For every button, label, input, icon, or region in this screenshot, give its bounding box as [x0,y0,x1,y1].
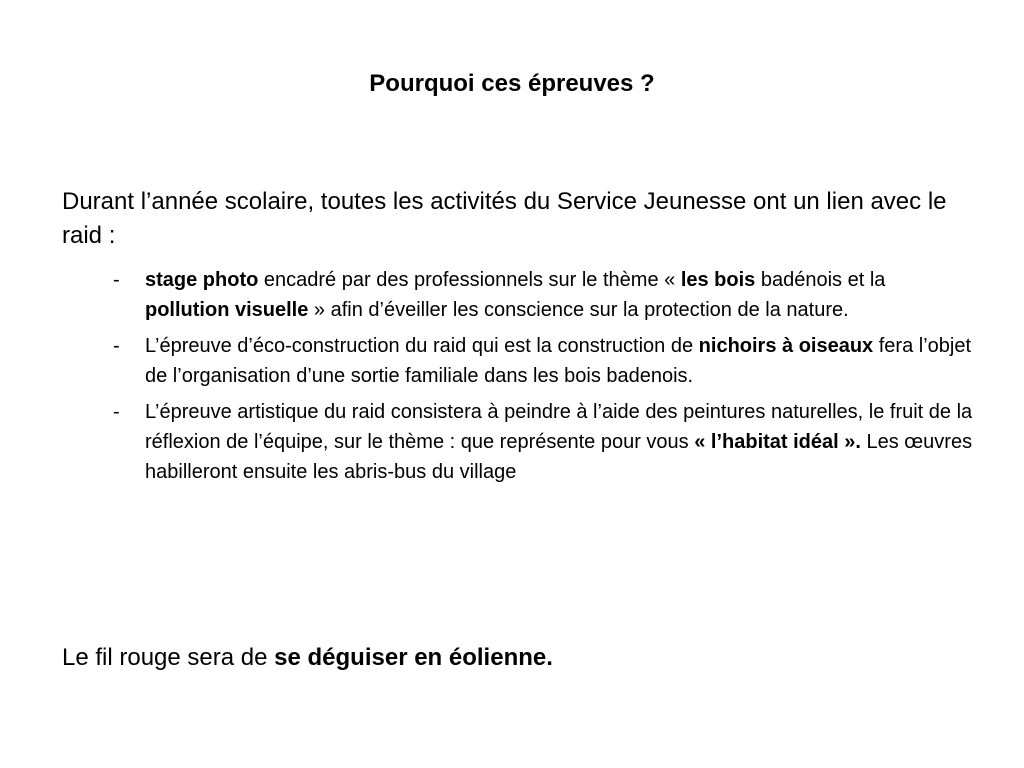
text-segment: L’épreuve d’éco-construction du raid qui est la construction de [145,335,699,357]
closing-emphasis: se déguiser en éolienne. [274,644,553,671]
bold-text: stage photo [145,269,259,291]
bullet-item [0,331,975,391]
bullet-dash: - [113,335,120,357]
bold-text: pollution visuelle [145,299,309,321]
bold-text: « l’habitat idéal ». [694,431,861,453]
text-segment: fera l’objet de l’organisation d’une sortie familiale dans les bois badenois. [145,335,972,387]
bullet-list [0,265,1024,493]
slide-title: Pourquoi ces épreuves ? [369,70,655,97]
bold-text: nichoirs à oiseaux [698,335,874,357]
bullet-dash: - [113,401,120,423]
bullet-text [145,401,972,483]
bold-text: les bois [680,269,756,291]
text-segment: » afin d’éveiller les conscience sur la protection de la nature. [308,299,849,321]
bullet-item [0,397,975,487]
bullet-text [145,269,885,321]
closing-prefix: Le fil rouge sera de [62,644,275,671]
text-segment: badénois et la [755,269,886,291]
bullet-dash: - [113,269,120,291]
text-segment: encadré par des professionnels sur le thème « [258,269,681,291]
bullet-text [145,335,971,387]
closing-paragraph [62,640,962,676]
intro-paragraph: Durant l’année scolaire, toutes les activités du Service Jeunesse ont un lien avec le raid : [62,188,947,249]
bullet-item [0,265,975,325]
text-segment: Les œuvres habilleront ensuite les abris-bus du village [145,431,973,483]
text-segment: L’épreuve artistique du raid consistera à peindre à l’aide des peintures naturelles, le fruit de la réflexion de l’équipe, sur le thème : que représente pour vous [145,401,973,453]
